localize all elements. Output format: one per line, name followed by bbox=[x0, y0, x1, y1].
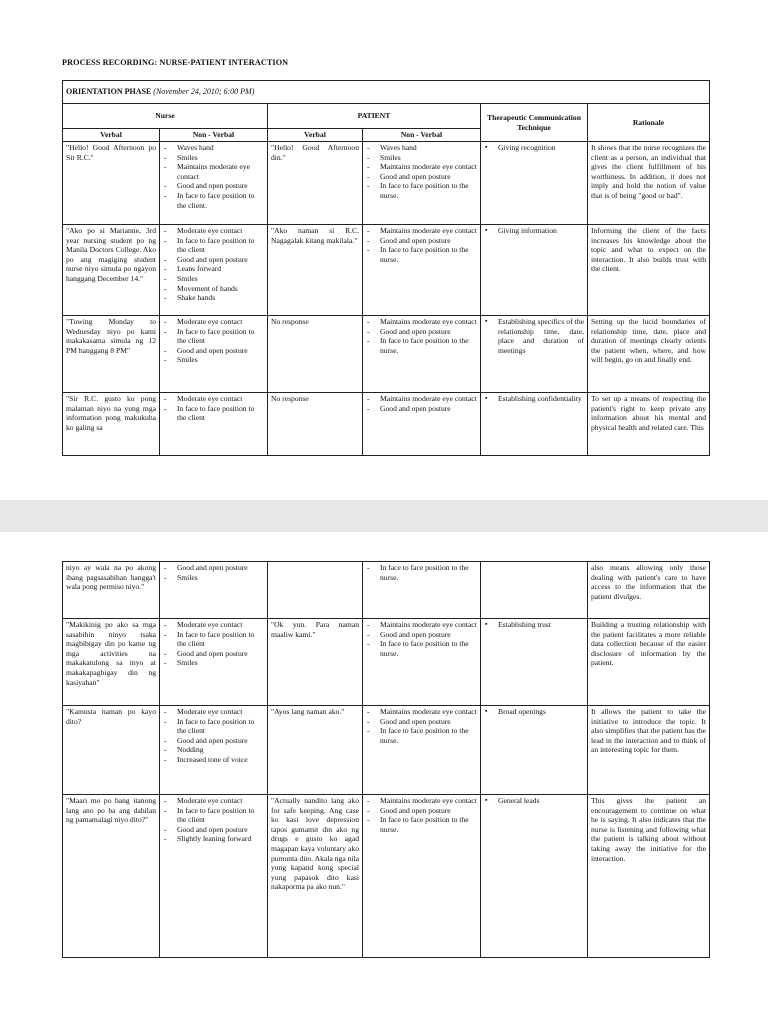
nurse-nonverbal-item: - Good and open posture bbox=[163, 255, 264, 265]
nurse-nonverbal-item: - Smiles bbox=[163, 573, 264, 583]
table-row bbox=[63, 619, 710, 706]
patient-verbal-cell bbox=[268, 393, 363, 456]
patient-nonverbal-item: - In face to face position to the nurse. bbox=[366, 726, 477, 745]
nurse-nonverbal-item: - Moderate eye contact bbox=[163, 394, 264, 404]
patient-nonverbal-item: - In face to face position to the nurse. bbox=[366, 639, 477, 658]
nurse-nonverbal-item: - In face to face position to the client. bbox=[163, 191, 264, 210]
nurse-nonverbal-item: - Moderate eye contact bbox=[163, 226, 264, 236]
nurse-verbal-text: "Tuwing Monday to Wednesday niyo po kami makakasama simula ng 12 PM hanggang 8 PM" bbox=[66, 317, 156, 355]
nurse-verbal-cell bbox=[63, 706, 160, 795]
patient-verbal-cell bbox=[268, 142, 363, 225]
nurse-nonverbal-item: - Good and open posture bbox=[163, 181, 264, 191]
patient-nonverbal-item: - Good and open posture bbox=[366, 630, 477, 640]
technique-cell bbox=[481, 225, 588, 316]
nurse-nonverbal-item: - Leans forward bbox=[163, 264, 264, 274]
nurse-nonverbal-item: - Increased tone of voice bbox=[163, 755, 264, 765]
nurse-verbal-cell bbox=[63, 316, 160, 393]
nurse-verbal-text: "Maari mo po bang itanong lang ano po ba ang dahilan ng pamamalagi niyo dito?" bbox=[66, 796, 156, 825]
patient-nonverbal-cell bbox=[363, 142, 481, 225]
nurse-nonverbal-cell bbox=[160, 562, 268, 619]
patient-verbal-text: "Hello! Good Afternoon din." bbox=[271, 143, 359, 162]
nurse-verbal-cell bbox=[63, 393, 160, 456]
technique-cell bbox=[481, 393, 588, 456]
nurse-nonverbal-list bbox=[163, 796, 264, 844]
rationale-cell bbox=[588, 142, 710, 225]
nurse-nonverbal-cell bbox=[160, 142, 268, 225]
patient-nonverbal-cell bbox=[363, 393, 481, 456]
technique-cell bbox=[481, 706, 588, 795]
rationale-header: Rationale bbox=[588, 104, 710, 142]
technique-text: ▪ Broad openings bbox=[484, 707, 584, 717]
nurse-nonverbal-list bbox=[163, 317, 264, 365]
rationale-cell bbox=[588, 619, 710, 706]
nurse-verbal-cell bbox=[63, 225, 160, 316]
patient-nonverbal-cell bbox=[363, 795, 481, 958]
patient-nonverbal-item: - In face to face position to the nurse. bbox=[366, 245, 477, 264]
phase-date: (November 24, 2010; 6:00 PM) bbox=[153, 87, 255, 97]
technique-cell bbox=[481, 795, 588, 958]
patient-nonverbal-list bbox=[366, 796, 477, 834]
technique-cell bbox=[481, 619, 588, 706]
rationale-cell bbox=[588, 393, 710, 456]
technique-header: Therapeutic Communication Technique bbox=[481, 104, 588, 142]
nurse-nonverbal-list bbox=[163, 226, 264, 303]
patient-nonverbal-item: - In face to face position to the nurse. bbox=[366, 563, 477, 582]
patient-nonverbal-item: - Smiles bbox=[366, 153, 477, 163]
nurse-nonverbal-item: - In face to face position to the client bbox=[163, 717, 264, 736]
patient-nonverbal-list bbox=[366, 563, 477, 582]
nurse-nonverbal-item: - Moderate eye contact bbox=[163, 796, 264, 806]
nurse-nonverbal-cell bbox=[160, 316, 268, 393]
patient-nonverbal-item: - Maintains moderate eye contact bbox=[366, 796, 477, 806]
technique-text: ▪ Establishing confidentiality bbox=[484, 394, 584, 404]
phase-title: ORIENTATION PHASE bbox=[66, 87, 152, 97]
patient-nonverbal-item: - Maintains moderate eye contact bbox=[366, 317, 477, 327]
nurse-nonverbal-item: - Good and open posture bbox=[163, 825, 264, 835]
patient-nonverbal-cell bbox=[363, 619, 481, 706]
rationale-text: also means allowing only those dealing with patient's care to have access to the information that the patient divulges. bbox=[591, 563, 706, 601]
technique-cell bbox=[481, 562, 588, 619]
rationale-text: Setting up the lucid boundaries of relationship time, date, place and duration of meetings clearly orients the patient when, where, and how will begin, go on and finally end. bbox=[591, 317, 706, 365]
patient-verbal-text: "Ayos lang naman ako." bbox=[271, 707, 345, 716]
patient-verbal-text: No response bbox=[271, 394, 309, 403]
patient-nonverbal-cell bbox=[363, 562, 481, 619]
nurse-nonverbal-cell bbox=[160, 706, 268, 795]
nurse-nonverbal-cell bbox=[160, 393, 268, 456]
patient-nonverbal-item: - In face to face position to the nurse. bbox=[366, 336, 477, 355]
nurse-nonverbal-item: - Good and open posture bbox=[163, 563, 264, 573]
document-title: PROCESS RECORDING: NURSE-PATIENT INTERACTION bbox=[62, 58, 289, 67]
nurse-nonverbal-cell bbox=[160, 619, 268, 706]
nurse-nonverbal-list bbox=[163, 620, 264, 668]
technique-text: ▪ General leads bbox=[484, 796, 584, 806]
nurse-nonverbal-item: - In face to face position to the client bbox=[163, 806, 264, 825]
nurse-nonverbal-item: - Waves hand bbox=[163, 143, 264, 153]
patient-verbal-cell bbox=[268, 706, 363, 795]
rationale-text: To set up a means of respecting the patient's right to keep private any information about his mental and physical health and related care. This bbox=[591, 394, 706, 432]
nurse-nonverbal-item: - Movement of hands bbox=[163, 284, 264, 294]
nurse-nonverbal-item: - Smiles bbox=[163, 274, 264, 284]
page-2 bbox=[0, 532, 768, 1024]
patient-nonverbal-cell bbox=[363, 316, 481, 393]
nurse-nonverbal-cell bbox=[160, 795, 268, 958]
patient-nonverbal-list bbox=[366, 707, 477, 745]
rationale-cell bbox=[588, 316, 710, 393]
patient-verbal-text: No response bbox=[271, 317, 309, 326]
patient-nonverbal-item: - Good and open posture bbox=[366, 806, 477, 816]
patient-nonverbal-list bbox=[366, 226, 477, 264]
nurse-nonverbal-item: - Moderate eye contact bbox=[163, 707, 264, 717]
patient-nonverbal-item: - Maintains moderate eye contact bbox=[366, 620, 477, 630]
table-row bbox=[63, 393, 710, 456]
header-row bbox=[63, 104, 710, 129]
patient-nonverbal-item: - Maintains moderate eye contact bbox=[366, 162, 477, 172]
table-row bbox=[63, 316, 710, 393]
technique-text: ▪ Giving information bbox=[484, 226, 584, 236]
nurse-nonverbal-list bbox=[163, 143, 264, 210]
patient-nonverbal-cell bbox=[363, 706, 481, 795]
table-row bbox=[63, 142, 710, 225]
nurse-nonverbal-list bbox=[163, 707, 264, 765]
nurse-nonverbal-item: - In face to face position to the client bbox=[163, 404, 264, 423]
patient-verbal-cell bbox=[268, 562, 363, 619]
patient-nonverbal-item: - Maintains moderate eye contact bbox=[366, 394, 477, 404]
technique-text: ▪ Establishing specifics of the relationship time, date, place and duration of meetings bbox=[484, 317, 584, 355]
nurse-nonverbal-list bbox=[163, 394, 264, 423]
patient-nonverbal-list bbox=[366, 394, 477, 413]
nurse-nonverbal-item: - In face to face position to the client bbox=[163, 327, 264, 346]
nurse-nonverbal-header: Non - Verbal bbox=[160, 129, 268, 142]
nurse-verbal-cell bbox=[63, 142, 160, 225]
nurse-verbal-cell bbox=[63, 619, 160, 706]
nurse-verbal-text: "Kamusta naman po kayo dito? bbox=[66, 707, 156, 726]
patient-verbal-text: "Actually nandito lang ako for safe keeping. Ang case ko kasi love depression tapos gumamit din ako ng drugs e gusto ko agad magapan kaya voluntary ako pumunta dito. Akala nga nila yung kapatid kong special yung papasok dito kasi nakapormа pa ako nun." bbox=[271, 796, 359, 892]
nurse-nonverbal-list bbox=[163, 563, 264, 582]
patient-nonverbal-list bbox=[366, 317, 477, 355]
rationale-cell bbox=[588, 225, 710, 316]
rationale-text: Building a trusting relationship with the patient facilitates a more reliable data collection because of the easier disclosure of information by the patient. bbox=[591, 620, 706, 668]
technique-text: ▪ Giving recognition bbox=[484, 143, 584, 153]
nurse-header: Nurse bbox=[63, 104, 268, 129]
rationale-text: This gives the patient an encouragement to continue on what he is saying. It also indicates that the nurse is listening and following what the patient is talking about without taking away the initiative for the interaction. bbox=[591, 796, 706, 863]
patient-verbal-cell bbox=[268, 795, 363, 958]
nurse-nonverbal-item: - Good and open posture bbox=[163, 346, 264, 356]
patient-nonverbal-item: - Good and open posture bbox=[366, 172, 477, 182]
patient-nonverbal-item: - Waves hand bbox=[366, 143, 477, 153]
nurse-nonverbal-item: - Shake hands bbox=[163, 293, 264, 303]
nurse-verbal-text: niyo ay wala na po akong ibang pagsasabihan hangga't wala pong permiso niyo." bbox=[66, 563, 156, 592]
nurse-verbal-text: "Ako po si Marianne, 3rd year nursing student po ng Manila Doctors College. Ako po ang magiging student nurse niyo simula po ngayon hanggang December 14." bbox=[66, 226, 156, 283]
patient-nonverbal-item: - Maintains moderate eye contact bbox=[366, 707, 477, 717]
patient-nonverbal-item: - Maintains moderate eye contact bbox=[366, 226, 477, 236]
process-recording-table-page-1 bbox=[62, 80, 710, 456]
table-row bbox=[63, 795, 710, 958]
patient-nonverbal-item: - Good and open posture bbox=[366, 404, 477, 414]
nurse-nonverbal-item: - Smiles bbox=[163, 658, 264, 668]
nurse-nonverbal-item: - Maintains moderate eye contact bbox=[163, 162, 264, 181]
patient-nonverbal-cell bbox=[363, 225, 481, 316]
rationale-text: It allows the patient to take the initiative to introduce the topic. It also simplifies that the patient has the lead in the interaction and to think of an interesting topic for them. bbox=[591, 707, 706, 755]
nurse-nonverbal-item: - Smiles bbox=[163, 355, 264, 365]
patient-nonverbal-item: - Good and open posture bbox=[366, 236, 477, 246]
patient-verbal-header: Verbal bbox=[268, 129, 363, 142]
patient-nonverbal-item: - In face to face position to the nurse. bbox=[366, 815, 477, 834]
nurse-nonverbal-item: - Moderate eye contact bbox=[163, 620, 264, 630]
nurse-nonverbal-item: - Smiles bbox=[163, 153, 264, 163]
patient-verbal-cell bbox=[268, 316, 363, 393]
phase-row bbox=[63, 81, 710, 104]
patient-nonverbal-item: - Good and open posture bbox=[366, 327, 477, 337]
technique-cell bbox=[481, 142, 588, 225]
technique-text: ▪ Establishing trust bbox=[484, 620, 584, 630]
table-row bbox=[63, 706, 710, 795]
rationale-text: It shows that the nurse recognizes the client as a person, an individual that gives the client fulfillment of his worthiness. In addition, it does not imply and hold the notion of value that is of being "good or bad". bbox=[591, 143, 706, 200]
patient-nonverbal-list bbox=[366, 143, 477, 201]
rationale-cell bbox=[588, 562, 710, 619]
technique-cell bbox=[481, 316, 588, 393]
rationale-text: Informing the client of the facts increases his knowledge about the topic and what to expect on the interaction. It also builds trust with the client. bbox=[591, 226, 706, 274]
nurse-verbal-cell bbox=[63, 562, 160, 619]
patient-nonverbal-header: Non - Verbal bbox=[363, 129, 481, 142]
process-recording-table-page-2 bbox=[62, 561, 710, 958]
page-1 bbox=[0, 0, 768, 500]
patient-header: PATIENT bbox=[268, 104, 481, 129]
nurse-verbal-text: "Makikinig po ako sa mga sasabihin ninyo tsaka magbibigay din po kame ng mga activities na makakatulong sa inyo at makakapagbigay din ng kasiyahan" bbox=[66, 620, 156, 687]
nurse-nonverbal-item: - In face to face position to the client bbox=[163, 630, 264, 649]
patient-nonverbal-item: - In face to face position to the nurse. bbox=[366, 181, 477, 200]
patient-verbal-text: "Ako naman si R.C. Nagagalak kitang makilala." bbox=[271, 226, 359, 245]
patient-verbal-cell bbox=[268, 225, 363, 316]
nurse-nonverbal-cell bbox=[160, 225, 268, 316]
nurse-nonverbal-item: - Nodding bbox=[163, 745, 264, 755]
nurse-verbal-cell bbox=[63, 795, 160, 958]
nurse-verbal-text: "Sir R.C. gusto ko pong malaman niyo na yung mga information pong makukuha ko galing sa bbox=[66, 394, 156, 432]
patient-verbal-text: "Ok yun. Para naman maaliw kami." bbox=[271, 620, 359, 639]
nurse-nonverbal-item: - Good and open posture bbox=[163, 736, 264, 746]
nurse-verbal-text: "Hello! Good Afternoon po Sir R.C." bbox=[66, 143, 156, 162]
nurse-nonverbal-item: - Moderate eye contact bbox=[163, 317, 264, 327]
table-row bbox=[63, 562, 710, 619]
nurse-nonverbal-item: - In face to face position to the client bbox=[163, 236, 264, 255]
rationale-cell bbox=[588, 795, 710, 958]
rationale-cell bbox=[588, 706, 710, 795]
patient-nonverbal-list bbox=[366, 620, 477, 658]
nurse-nonverbal-item: - Slightly leaning forward bbox=[163, 834, 264, 844]
patient-nonverbal-item: - Good and open posture bbox=[366, 717, 477, 727]
table-row bbox=[63, 225, 710, 316]
patient-verbal-cell bbox=[268, 619, 363, 706]
nurse-verbal-header: Verbal bbox=[63, 129, 160, 142]
nurse-nonverbal-item: - Good and open posture bbox=[163, 649, 264, 659]
